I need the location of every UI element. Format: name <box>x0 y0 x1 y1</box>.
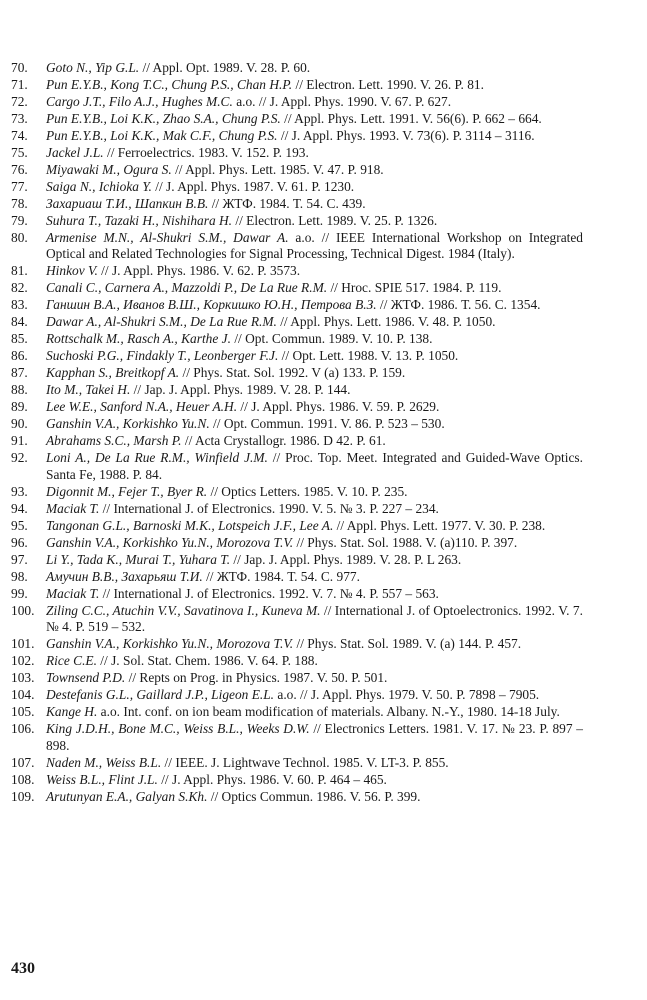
reference-item <box>11 348 583 365</box>
reference-text <box>46 687 583 704</box>
reference-number: 109. <box>11 788 35 804</box>
reference-source: a.o. // J. Appl. Phys. 1990. V. 67. P. 627. <box>232 93 452 109</box>
reference-source: // Electronics Letters. 1981. V. 17. № 23. P. 897 – 898. <box>46 721 583 754</box>
reference-item <box>11 60 583 77</box>
reference-item <box>11 687 583 704</box>
reference-item <box>11 772 583 789</box>
reference-authors: Suhura T., Tazaki H., Nishihara H. <box>46 212 233 228</box>
reference-source: // Opt. Lett. 1988. V. 13. P. 1050. <box>278 348 459 364</box>
reference-number: 100. <box>11 602 35 618</box>
reference-number: 81. <box>11 263 28 279</box>
reference-source: // J. Appl. Phys. 1987. V. 61. P. 1230. <box>151 178 355 194</box>
reference-authors: Miyawaki M., Ogura S. <box>46 161 172 177</box>
reference-text <box>46 569 583 586</box>
reference-number: 97. <box>11 551 28 567</box>
reference-item <box>11 179 583 196</box>
reference-source: // ЖТФ. 1986. Т. 56. С. 1354. <box>376 297 541 313</box>
reference-source: // Hroc. SPIE 517. 1984. P. 119. <box>327 280 502 296</box>
reference-source: // IEEE. J. Lightwave Technol. 1985. V. LT-3. P. 855. <box>161 755 449 771</box>
reference-item <box>11 196 583 213</box>
reference-number: 103. <box>11 670 35 686</box>
reference-source: // Repts on Prog. in Physics. 1987. V. 50. P. 501. <box>125 670 388 686</box>
reference-source: // Appl. Phys. Lett. 1977. V. 30. P. 238. <box>333 517 546 533</box>
reference-number: 76. <box>11 161 28 177</box>
reference-source: // Appl. Phys. Lett. 1985. V. 47. P. 918. <box>171 161 384 177</box>
reference-source: // Electron. Lett. 1990. V. 26. P. 81. <box>292 76 484 92</box>
reference-item <box>11 230 583 264</box>
reference-source: a.o. // J. Appl. Phys. 1979. V. 50. P. 7898 – 7905. <box>274 687 540 703</box>
reference-number: 106. <box>11 721 35 737</box>
reference-authors: Li Y., Tada K., Murai T., Yuhara T. <box>46 551 231 567</box>
reference-number: 86. <box>11 348 28 364</box>
reference-source: // Electron. Lett. 1989. V. 25. P. 1326. <box>232 212 438 228</box>
reference-source: // J. Appl. Phys. 1986. V. 60. P. 464 – 465. <box>157 772 387 788</box>
reference-item <box>11 433 583 450</box>
reference-item <box>11 297 583 314</box>
reference-authors: Weiss B.L., Flint J.L. <box>46 772 158 788</box>
reference-text <box>46 382 583 399</box>
reference-item <box>11 704 583 721</box>
reference-text <box>46 331 583 348</box>
reference-source: // J. Appl. Phys. 1993. V. 73(6). P. 3114 – 3116. <box>277 127 535 143</box>
reference-source: a.o. Int. conf. on ion beam modification of materials. Albany. N.-Y., 1980. 14-18 July. <box>97 704 560 720</box>
reference-authors: Maciak T. <box>46 500 100 516</box>
reference-number: 92. <box>11 449 28 465</box>
reference-source: // Appl. Phys. Lett. 1991. V. 56(6). P. 662 – 664. <box>280 110 542 126</box>
reference-item <box>11 552 583 569</box>
reference-number: 108. <box>11 772 35 788</box>
reference-authors: Ziling C.C., Atuchin V.V., Savatinova I., Kuneva M. <box>46 602 321 618</box>
reference-item <box>11 721 583 755</box>
reference-text <box>46 128 583 145</box>
reference-source: // J. Sol. Stat. Chem. 1986. V. 64. P. 188. <box>96 653 318 669</box>
reference-number: 105. <box>11 704 35 720</box>
reference-text <box>46 230 583 264</box>
reference-source: // Jap. J. Appl. Phys. 1989. V. 28. P. L 263. <box>230 551 462 567</box>
reference-number: 72. <box>11 93 28 109</box>
reference-authors: Maciak T. <box>46 585 100 601</box>
reference-authors: Ito M., Takei H. <box>46 382 131 398</box>
reference-item <box>11 162 583 179</box>
reference-text <box>46 179 583 196</box>
reference-item <box>11 128 583 145</box>
reference-number: 93. <box>11 483 28 499</box>
reference-source: // Phys. Stat. Sol. 1988. V. (a)110. P. 397. <box>293 534 518 550</box>
reference-number: 73. <box>11 110 28 126</box>
reference-text <box>46 450 583 484</box>
reference-item <box>11 314 583 331</box>
reference-authors: Jackel J.L. <box>46 144 104 160</box>
reference-item <box>11 77 583 94</box>
reference-text <box>46 603 583 637</box>
reference-number: 82. <box>11 280 28 296</box>
reference-authors: Arutunyan E.A., Galyan S.Kh. <box>46 788 208 804</box>
reference-text <box>46 416 583 433</box>
reference-item <box>11 399 583 416</box>
reference-number: 101. <box>11 636 35 652</box>
reference-number: 89. <box>11 399 28 415</box>
reference-number: 104. <box>11 687 35 703</box>
reference-source: // Ferroelectrics. 1983. V. 152. P. 193. <box>103 144 309 160</box>
reference-item <box>11 145 583 162</box>
reference-item <box>11 331 583 348</box>
reference-text <box>46 484 583 501</box>
reference-number: 74. <box>11 127 28 143</box>
reference-source: // Acta Crystallogr. 1986. D 42. P. 61. <box>181 432 386 448</box>
reference-source: // ЖТФ. 1984. Т. 54. С. 439. <box>208 195 366 211</box>
reference-authors: Ganshin V.A., Korkishko Yu.N., Morozova T.V. <box>46 534 294 550</box>
reference-source: // Jap. J. Appl. Phys. 1989. V. 28. P. 144. <box>130 382 351 398</box>
reference-authors: Canali C., Carnera A., Mazzoldi P., De La Rue R.M. <box>46 280 328 296</box>
reference-text <box>46 196 583 213</box>
reference-text <box>46 518 583 535</box>
reference-text <box>46 263 583 280</box>
reference-authors: Lee W.E., Sanford N.A., Heuer A.H. <box>46 399 238 415</box>
reference-text <box>46 670 583 687</box>
reference-source: // Phys. Stat. Sol. 1989. V. (a) 144. P. 457. <box>293 636 522 652</box>
reference-authors: Rottschalk M., Rasch A., Karthe J. <box>46 331 231 347</box>
reference-list <box>11 60 583 806</box>
reference-number: 84. <box>11 314 28 330</box>
reference-item <box>11 263 583 280</box>
reference-text <box>46 348 583 365</box>
reference-item <box>11 501 583 518</box>
reference-authors: Abrahams S.C., Marsh P. <box>46 432 182 448</box>
reference-number: 88. <box>11 382 28 398</box>
reference-authors: Амучин В.В., Захарьяш Т.И. <box>46 568 203 584</box>
reference-authors: Digonnit M., Fejer T., Byer R. <box>46 483 208 499</box>
reference-text <box>46 552 583 569</box>
reference-authors: Ганшин В.А., Иванов В.Ш., Коркишко Ю.Н., Петрова В.З. <box>46 297 377 313</box>
reference-authors: Захариаш Т.И., Шапкин В.В. <box>46 195 209 211</box>
reference-item <box>11 382 583 399</box>
reference-text <box>46 586 583 603</box>
page-number: 430 <box>11 960 35 977</box>
reference-item <box>11 416 583 433</box>
reference-text <box>46 365 583 382</box>
reference-source: // Appl. Phys. Lett. 1986. V. 48. P. 1050. <box>276 314 496 330</box>
reference-number: 98. <box>11 568 28 584</box>
reference-number: 79. <box>11 212 28 228</box>
reference-text <box>46 297 583 314</box>
reference-authors: Kapphan S., Breitkopf A. <box>46 365 180 381</box>
reference-authors: Dawar A., Al-Shukri S.M., De La Rue R.M. <box>46 314 277 330</box>
reference-source: // Appl. Opt. 1989. V. 28. P. 60. <box>139 60 311 75</box>
reference-text <box>46 501 583 518</box>
reference-number: 107. <box>11 755 35 771</box>
reference-authors: Kange H. <box>46 704 98 720</box>
reference-text <box>46 145 583 162</box>
reference-text <box>46 721 583 755</box>
reference-authors: Pun E.Y.B., Loi K.K., Zhao S.A., Chung P.S. <box>46 110 281 126</box>
reference-item <box>11 755 583 772</box>
reference-text <box>46 636 583 653</box>
reference-text <box>46 280 583 297</box>
reference-authors: Hinkov V. <box>46 263 98 279</box>
reference-source: // International J. of Electronics. 1992. V. 7. № 4. P. 557 – 563. <box>99 585 439 601</box>
reference-text <box>46 535 583 552</box>
reference-source: // ЖТФ. 1984. Т. 54. С. 977. <box>202 568 360 584</box>
reference-source: // J. Appl. Phys. 1986. V. 59. P. 2629. <box>237 399 440 415</box>
reference-number: 99. <box>11 585 28 601</box>
reference-source: // Proc. Top. Meet. Integrated and Guided-Wave Optics. Santa Fe, 1988. P. 84. <box>46 449 583 482</box>
reference-authors: Townsend P.D. <box>46 670 126 686</box>
reference-item <box>11 535 583 552</box>
reference-number: 87. <box>11 365 28 381</box>
reference-text <box>46 789 583 806</box>
reference-source: // International J. of Electronics. 1990. V. 5. № 3. P. 227 – 234. <box>99 500 439 516</box>
reference-source: // Phys. Stat. Sol. 1992. V (a) 133. P. 159. <box>179 365 406 381</box>
reference-text <box>46 755 583 772</box>
reference-number: 91. <box>11 432 28 448</box>
reference-item <box>11 111 583 128</box>
reference-text <box>46 162 583 179</box>
reference-item <box>11 603 583 637</box>
reference-item <box>11 586 583 603</box>
reference-number: 83. <box>11 297 28 313</box>
reference-number: 71. <box>11 76 28 92</box>
reference-number: 85. <box>11 331 28 347</box>
reference-item <box>11 365 583 382</box>
reference-text <box>46 94 583 111</box>
reference-number: 90. <box>11 416 28 432</box>
reference-authors: Tangonan G.L., Barnoski M.K., Lotspeich J.F., Lee A. <box>46 517 334 533</box>
reference-item <box>11 94 583 111</box>
reference-source: // Optics Letters. 1985. V. 10. P. 235. <box>207 483 408 499</box>
reference-number: 70. <box>11 60 28 75</box>
reference-text <box>46 314 583 331</box>
reference-authors: Ganshin V.A., Korkishko Yu.N., Morozova T.V. <box>46 636 294 652</box>
reference-item <box>11 450 583 484</box>
reference-item <box>11 636 583 653</box>
reference-source: // J. Appl. Phys. 1986. V. 62. P. 3573. <box>97 263 301 279</box>
reference-item <box>11 653 583 670</box>
reference-authors: Loni A., De La Rue R.M., Winfield J.M. <box>46 449 268 465</box>
reference-item <box>11 484 583 501</box>
reference-text <box>46 213 583 230</box>
reference-authors: Naden M., Weiss B.L. <box>46 755 162 771</box>
reference-source: // Opt. Commun. 1989. V. 10. P. 138. <box>230 331 433 347</box>
reference-source: a.o. // IEEE International Workshop on Integrated Optical and Related Technologies for Signal Processing, Technical Digest. 1984 (Italy). <box>46 229 583 262</box>
reference-number: 75. <box>11 144 28 160</box>
reference-authors: Pun E.Y.B., Kong T.C., Chung P.S., Chan H.P. <box>46 76 293 92</box>
reference-number: 94. <box>11 500 28 516</box>
reference-item <box>11 670 583 687</box>
reference-text <box>46 111 583 128</box>
reference-authors: Rice C.E. <box>46 653 97 669</box>
reference-number: 78. <box>11 195 28 211</box>
reference-item <box>11 789 583 806</box>
reference-item <box>11 280 583 297</box>
reference-item <box>11 213 583 230</box>
reference-number: 80. <box>11 229 28 245</box>
reference-authors: Destefanis G.L., Gaillard J.P., Ligeon E.L. <box>46 687 275 703</box>
reference-authors: Cargo J.T., Filo A.J., Hughes M.C. <box>46 93 233 109</box>
reference-source: // International J. of Optoelectronics. 1992. V. 7. № 4. P. 519 – 532. <box>46 602 583 635</box>
reference-text <box>46 704 583 721</box>
reference-item <box>11 569 583 586</box>
reference-number: 102. <box>11 653 35 669</box>
reference-authors: King J.D.H., Bone M.C., Weiss B.L., Weeks D.W. <box>46 721 310 737</box>
reference-text <box>46 653 583 670</box>
reference-text <box>46 77 583 94</box>
reference-text <box>46 772 583 789</box>
reference-text <box>46 433 583 450</box>
reference-authors: Suchoski P.G., Findakly T., Leonberger F.J. <box>46 348 279 364</box>
reference-text <box>46 399 583 416</box>
reference-number: 96. <box>11 534 28 550</box>
reference-authors: Pun E.Y.B., Loi K.K., Mak C.F., Chung P.S. <box>46 127 278 143</box>
reference-authors: Saiga N., Ichioka Y. <box>46 178 152 194</box>
reference-source: // Optics Commun. 1986. V. 56. P. 399. <box>207 788 421 804</box>
reference-source: // Opt. Commun. 1991. V. 86. P. 523 – 530. <box>209 416 445 432</box>
reference-text <box>46 60 583 77</box>
reference-number: 95. <box>11 517 28 533</box>
reference-authors: Armenise M.N., Al-Shukri S.M., Dawar A. <box>46 229 289 245</box>
reference-item <box>11 518 583 535</box>
reference-number: 77. <box>11 178 28 194</box>
reference-authors: Goto N., Yip G.L. <box>46 60 140 75</box>
reference-authors: Ganshin V.A., Korkishko Yu.N. <box>46 416 210 432</box>
